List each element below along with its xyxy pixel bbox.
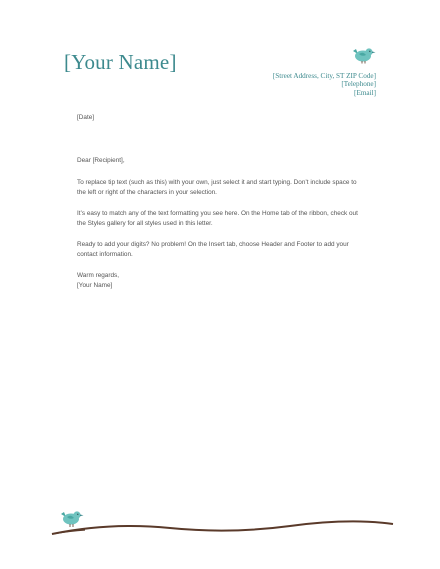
address-line[interactable]: [Street Address, City, ST ZIP Code]: [272, 72, 376, 80]
signature-name[interactable]: [Your Name]: [77, 282, 113, 290]
contact-block: [273, 72, 376, 97]
closing-text[interactable]: Warm regards,: [77, 272, 120, 279]
date-field[interactable]: [Date]: [77, 114, 95, 121]
closing-block: [77, 271, 367, 291]
sender-name[interactable]: [Your Name]: [64, 50, 177, 74]
email-line[interactable]: [Email]: [354, 88, 376, 97]
telephone-line[interactable]: [Telephone]: [341, 80, 376, 89]
greeting[interactable]: Dear [Recipient],: [77, 157, 125, 164]
branch-footer-art: [50, 504, 395, 544]
body-paragraph-1: [77, 178, 367, 198]
body-paragraph-2: [77, 209, 367, 229]
paragraph-text[interactable]: To replace tip text (such as this) with your own, just select it and start typing. Don’t include space to the left or right of the characters in your selection.: [77, 179, 357, 197]
bird-icon: [350, 45, 376, 65]
paragraph-text[interactable]: Ready to add your digits? No problem! On the Insert tab, choose Header and Footer to add your contact information.: [77, 241, 349, 259]
body-paragraph-3: [77, 240, 367, 260]
paragraph-text[interactable]: It’s easy to match any of the text formatting you see here. On the Home tab of the ribbon, check out the Styles gallery for all styles used in this letter.: [77, 210, 358, 228]
branch-line: [52, 521, 393, 534]
bird-icon: [61, 511, 84, 527]
